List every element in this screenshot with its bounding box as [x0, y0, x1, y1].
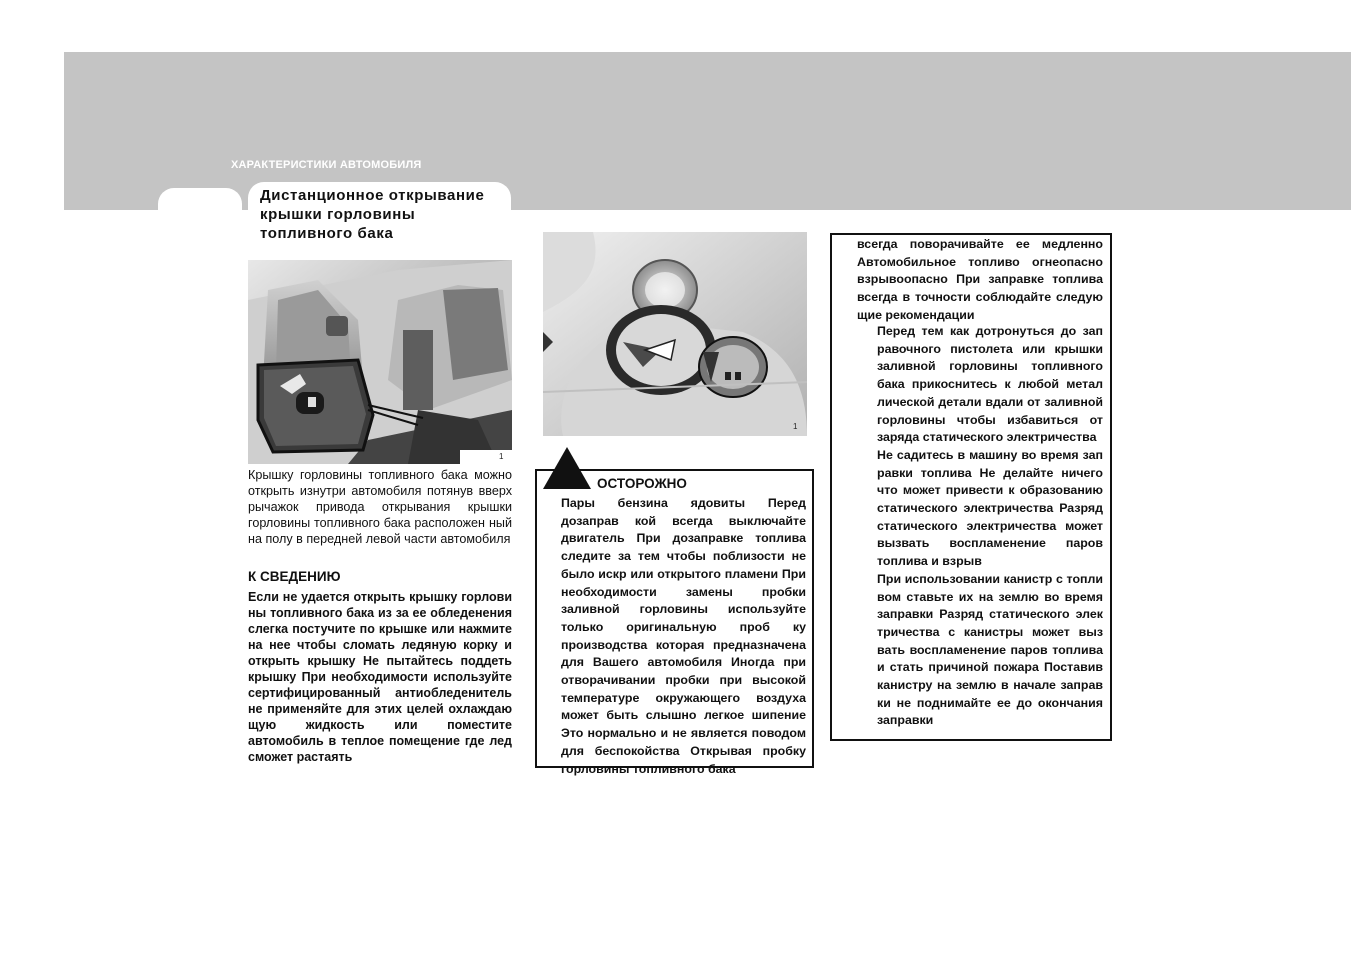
warning-triangle-icon — [541, 445, 593, 491]
page-title: Дистанционное открывание крышки горловины топливного бака — [260, 187, 485, 242]
figure-fuel-cap — [543, 232, 807, 436]
section-label: ХАРАКТЕРИСТИКИ АВТОМОБИЛЯ — [231, 159, 422, 171]
title-box — [248, 182, 511, 252]
car-interior-fuel-lever-photo — [248, 260, 512, 464]
note-paragraph: Если не удается открыть крышку горлови ны топливного бака из за ее обледенения слегка постучите по крышке или нажмите на нее чтобы сломать ледяную корку и открыть крышку Не пытайтесь поддеть крышку При необходимости используйте сертифицированный антиобледенитель не применяйте для этих целей охлаждаю щую жидкость или поместите автомобиль в теплое помещение где лед сможет растаять — [248, 590, 512, 764]
figure-number: 1 — [793, 422, 798, 431]
warning-paragraph: Пары бензина ядовиты Перед дозаправ кой всегда выключайте двигатель При дозаправке топлива следите за тем чтобы поблизости не было искр или открытого пламени При необходимости замены пробки заливной горловины используйте только оригинальную проб ку производства которая предназначена для Вашего автомобиля Иногда при отворачивании пробки при высокой температуре окружающего воздуха может быть слышно легкое шипение Это нормально и не является поводом для беспокойства Открывая пробку горловины топливного бака — [561, 496, 806, 776]
warning-heading: ОСТОРОЖНО — [597, 476, 687, 491]
list-item: Перед тем как дотронуться до зап равочного пистолета или крышки заливной горловины топливного бака прикоснитесь к любой метал лической детали вдали от заливной горловины чтобы избавиться от заряда статического электричества — [877, 324, 1103, 445]
list-item: При использовании канистр с топли вом ставьте их на землю во время заправки Разряд статического элек тричества с канистры может выз вать воспламенение паров топлива и стать причиной пожара Поставив канистру на землю в начале заправ ки не поднимайте ее до окончания заправки — [877, 571, 1103, 728]
page-number-tab — [158, 188, 242, 228]
warning-recommendations-list — [877, 323, 1103, 730]
figure-car-interior — [248, 260, 512, 464]
intro-paragraph: Крышку горловины топливного бака можно открыть изнутри автомобиля потянув вверх рычажок привода открывания крышки горловины топливного бака расположен ный на полу в передней левой части автомобиля — [248, 468, 512, 546]
list-item: Не садитесь в машину во время зап равки топлива Не делайте ничего что может привести к образованию статического электричества Разряд статического электричества может вызвать воспламенение паров топлива и взрыв — [877, 447, 1103, 569]
open-fuel-cap-photo — [543, 232, 807, 436]
figure-number: 1 — [499, 452, 504, 461]
warning-continued-paragraph: всегда поворачивайте ее медленно Автомобильное топливо огнеопасно взрывоопасно При заправке топлива всегда в точности соблюдайте следую щие рекомендации — [857, 237, 1103, 322]
note-heading: К СВЕДЕНИЮ — [248, 569, 341, 584]
